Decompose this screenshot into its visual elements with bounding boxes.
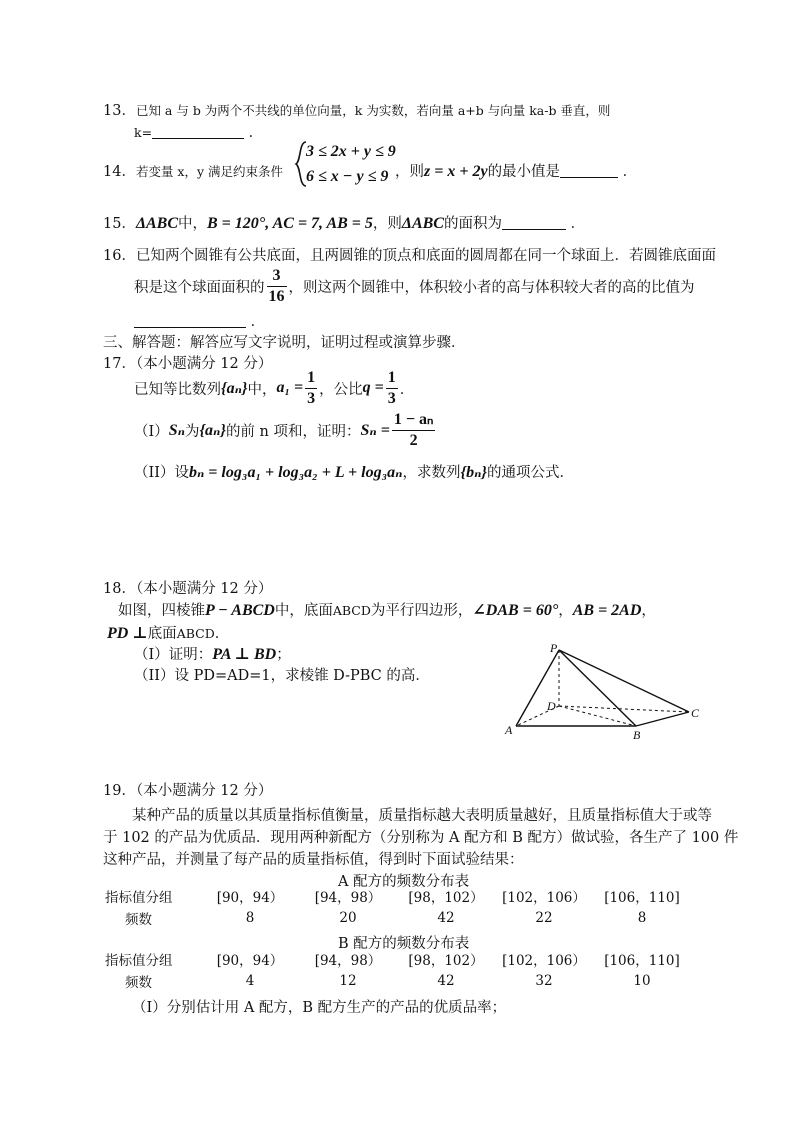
q16-number: 16． [103,248,136,264]
q17-s5: ，公比 [319,381,363,398]
q17-p2-expr: bₙ = log₃a₁ + log₃a₂ + L + log₃aₙ [188,464,403,481]
q15-number: 15． [103,216,136,232]
q15-post: 的面积为 [443,216,502,232]
q15-mid2: ，则 [372,216,402,232]
table-a-group: [90，94） [216,890,284,906]
q14-rest: ，则z = x + 2y的最小值是 ． [395,163,638,180]
q16-pre2: 积是这个球面面积的 [134,279,265,296]
q17-header: 17．（本小题满分 12 分） [103,356,273,372]
q19-para1: 某种产品的质量以其质量指标值衡量，质量指标越大表明质量越好，且质量指标值大于或等 [132,808,712,824]
q17-p2-seq: {bₙ} [460,464,487,481]
q18-l2d: ． [214,626,230,642]
q17-stem [134,368,414,408]
edge-PA [516,650,559,726]
q18-header: 18．（本小题满分 12 分） [103,581,273,597]
table-a-freq: 42 [437,910,455,926]
q16-frac-num: 3 [267,268,287,287]
q19-para3: 这种产品，并测量了每产品的质量指标值，得到时下面试验结果： [103,852,524,868]
q18-pyramid: P − ABCD [205,602,275,619]
table-a-group: [98，102） [408,890,484,906]
q15-triangle-2: ΔABC [401,215,444,232]
q16-line2 [134,266,695,306]
q14-answer-blank[interactable] [560,163,618,178]
q16-answer-blank[interactable] [134,313,246,328]
q18-l1a: 如图，四棱锥 [118,603,205,619]
q17-p2-label: （II）设 [134,465,189,481]
q17-frac-q [386,370,398,407]
table-a-group: [102，106） [502,890,586,906]
q18-p1a: （I）证明： [134,647,213,663]
table-b-group: [102，106） [502,953,586,969]
q17-frac-q-den: 3 [387,389,396,407]
q16-post2: ，则这两个圆锥中，体积较小者的高与体积较大者的高的比值为 [288,279,695,296]
q15-triangle: ΔABC [135,215,178,232]
edge-DB-hidden [559,706,636,726]
table-b-label-groups: 指标值分组 [105,953,173,969]
q18-p1c: ； [276,647,291,663]
q19-para2: 于 102 的产品为优质品．现用两种新配方（分别称为 A 配方和 B 配方）做试验，各生产了 100 件 [103,830,739,846]
table-b-group: [106，110] [604,953,680,969]
vertex-B-label: B [633,728,641,740]
q18-p1-expr: PA ⊥ BD [212,646,277,663]
q13-line1 [103,99,610,120]
section-3-heading: 三、解答题：解答应写文字说明，证明过程或演算步骤． [103,335,466,351]
edge-PB [559,650,636,726]
q18-l1g: ， [558,603,573,619]
q18-line1 [118,599,656,620]
q15-answer-blank[interactable] [502,215,566,230]
q18-line2 [107,622,229,643]
q13-answer-blank[interactable] [152,124,244,139]
q16-text1: 已知两个圆锥有公共底面，且两圆锥的顶点和底面的圆周都在同一个球面上．若圆锥底面面 [135,248,716,264]
table-b-freq: 42 [437,973,455,989]
q14-constraint-2: 6 ≤ x − y ≤ 9 [306,168,389,185]
q18-l2b: 底面 [147,626,177,642]
table-a-freq: 8 [637,910,647,926]
q13-number: 13． [103,103,136,119]
q16-frac-den: 16 [268,287,285,305]
q18-l1c: 中，底面 [274,603,333,619]
q18-part2: （II）设 PD=AD=1，求棱锥 D-PBC 的高． [134,668,430,684]
q14-expr: z = x + 2y [424,163,488,180]
q15-conditions: B = 120°, AC = 7, AB = 5 [207,215,373,232]
q17-p1-sn: Sₙ [168,422,185,439]
table-b-row-freqs [105,970,691,992]
q14-post: 的最小值是 [487,164,561,180]
table-b-freq: 4 [245,973,255,989]
q14-line [103,160,283,181]
q17-a1: a₁ = [276,379,304,396]
table-a-row-freqs [105,907,691,929]
q15-mid1: 中， [178,216,207,232]
q17-p1-frac [392,412,436,449]
table-b-row-groups [105,948,691,970]
q17-p1-b: 为 [184,423,200,440]
table-a-group: [94，98） [314,890,382,906]
q14-number: 14． [103,164,136,180]
table-b-group: [98，102） [408,953,484,969]
q17-p1-d: 的前 n 项和，证明： [225,423,361,440]
q17-part1 [134,410,437,450]
q14-pre: 若变量 x，y 满足约束条件 [135,164,284,179]
q18-ab: AB = 2AD [572,602,642,619]
edge-BC [636,712,689,726]
q19-header: 19．（本小题满分 12 分） [103,783,273,799]
q15-line: 15．ΔABC中，B = 120°, AC = 7, AB = 5，则ΔABC的面积为 ． [103,215,586,232]
q16-fraction [267,268,287,305]
q18-l1e: 为平行四边形， [370,603,473,619]
q18-l1i: ， [641,603,656,619]
table-b-title: B 配方的频数分布表 [338,936,470,952]
q17-p2-d: 的通项公式． [486,465,574,481]
q18-l2c: ABCD [176,626,215,641]
q17-p1-frac-den: 2 [409,431,418,449]
q16-line1 [103,244,716,265]
table-a-label-groups: 指标值分组 [105,890,173,906]
vertex-D-label: D [547,699,556,713]
q17-frac-q-num: 1 [386,370,398,389]
q13-line2: k= ． [134,125,264,141]
table-a-row-groups [105,885,691,907]
vertex-P-label: P [550,641,558,655]
table-a [105,885,691,929]
table-b-group: [94，98） [314,953,382,969]
q14-constraint-1: 3 ≤ 2x + y ≤ 9 [306,143,396,160]
q17-s3: 中， [247,381,277,398]
q16-line3: ． [134,310,265,331]
q18-pd-perp: PD ⊥ [107,625,148,642]
table-a-freq: 20 [339,910,357,926]
q17-q: q = [362,379,384,396]
q17-p1-label: （I） [134,423,169,440]
q19-part1: （I）分别估计用 A 配方，B 配方生产的产品的优质品率； [132,1000,507,1016]
table-b-freq: 12 [339,973,357,989]
table-a-title: A 配方的频数分布表 [338,874,470,890]
q14-mid: ，则 [395,164,424,180]
q17-s1: 已知等比数列 [134,381,221,398]
vertex-A-label: A [505,723,513,737]
q17-frac-a1-den: 3 [307,389,316,407]
q18-l1d: ABCD [332,603,371,618]
q17-p1-frac-num: 1 − aₙ [392,412,436,431]
table-b [105,948,691,992]
table-b-group: [90，94） [216,953,284,969]
vertex-C-label: C [691,706,700,720]
q17-p1-eq: Sₙ = [360,422,390,439]
table-b-freq: 32 [535,973,553,989]
table-a-label-freqs: 频数 [125,912,152,928]
q17-frac-a1 [305,370,317,407]
table-b-label-freqs: 频数 [125,975,152,991]
table-a-group: [106，110] [604,890,680,906]
q17-s7: ． [399,381,415,398]
q17-frac-a1-num: 1 [305,370,317,389]
table-b-freq: 10 [633,973,651,989]
q17-p2-b: ，求数列 [402,465,461,481]
q13-k: k= [134,125,153,140]
edge-PC [559,650,689,712]
q17-p1-seq: {aₙ} [199,422,226,439]
q17-seq: {aₙ} [221,380,248,397]
q17-part2 [134,461,574,482]
table-a-freq: 8 [245,910,255,926]
q13-text: 已知 a 与 b 为两个不共线的单位向量，k 为实数，若向量 a+b 与向量 ka-b 垂直，则 [135,103,611,118]
table-a-freq: 22 [535,910,553,926]
q18-angle: ∠DAB = 60° [472,602,559,619]
q18-pyramid-figure [500,640,710,740]
q18-part1 [134,643,291,664]
